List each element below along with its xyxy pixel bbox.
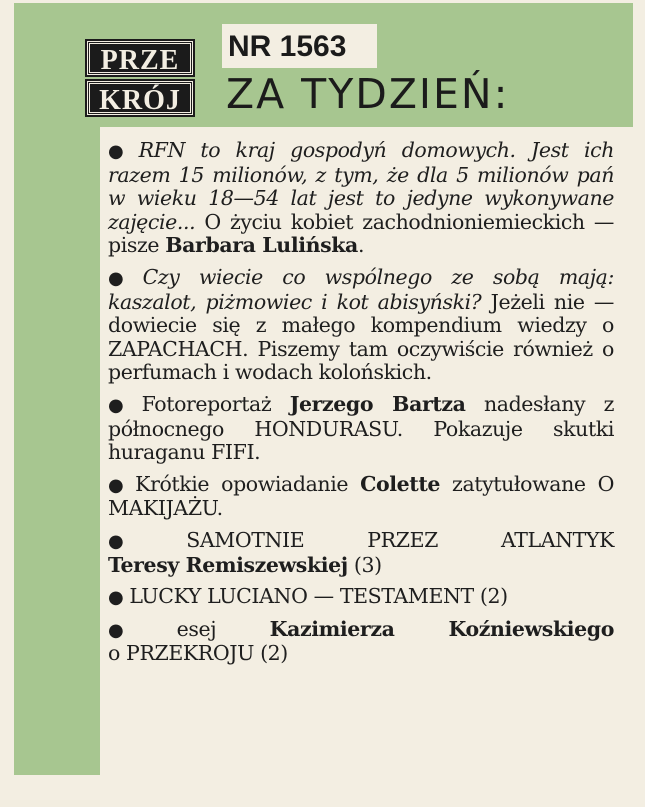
item-author: Barbara Lulińska — [165, 233, 358, 258]
item-line — [108, 618, 614, 643]
bullet-icon: ● — [108, 267, 137, 289]
item-text: O życiu kobiet zachodnioniemieckich — pisze — [108, 209, 614, 258]
przekroj-logo — [85, 38, 195, 122]
item-text: SAMOTNIE PRZEZ ATLANTYK — [186, 527, 614, 552]
item-text: Jeżeli nie — dowiecie się z małego kompendium wiedzy o ZAPACHACH. Piszemy tam oczywiście również o perfumach i wodach kolońskich. — [108, 289, 614, 385]
item-author: Jerzego Bartza — [289, 391, 466, 416]
page-title: ZA TYDZIEŃ: — [226, 70, 510, 118]
item-text: Krótkie opowiadanie — [135, 471, 361, 496]
article-list — [108, 139, 614, 674]
bullet-icon: ● — [108, 394, 136, 416]
list-item — [108, 618, 614, 666]
item-text: esej — [176, 616, 270, 641]
item-text-end: o PRZEKROJU (2) — [108, 641, 288, 666]
list-item — [108, 473, 614, 521]
list-item — [108, 266, 614, 385]
list-item — [108, 585, 614, 610]
item-lead: RFN to kraj gospodyń domowych. Jest ich razem 15 milionów, z tym, że dla 5 milionów pań w wieku 18—54 lat jest to jedyne wykonywane zajęcie... — [108, 138, 614, 234]
logo-line-2: KRÓJ — [87, 81, 193, 115]
item-author: Colette — [360, 471, 441, 496]
list-item — [108, 393, 614, 465]
item-text-end: . — [357, 233, 365, 258]
item-text-end: (3) — [347, 552, 382, 577]
item-text-end: zatytułowane O MAKIJAŻU. — [108, 471, 614, 521]
item-text: Fotoreportaż — [141, 391, 290, 416]
item-author: Teresy Remiszewskiej — [108, 552, 348, 577]
item-lead: Czy wiecie co wspólnego ze sobą mają: kaszalot, piżmowiec i kot abisyński? — [108, 264, 614, 314]
item-line — [108, 529, 614, 554]
item-author: Kazimierza Koźniewskiego — [269, 616, 614, 641]
list-item — [108, 139, 614, 258]
issue-number: NR 1563 — [222, 24, 377, 68]
bullet-icon: ● — [108, 474, 130, 496]
bullet-icon: ● — [108, 587, 124, 609]
bullet-icon: ● — [108, 530, 181, 552]
list-item — [108, 529, 614, 577]
logo-line-1: PRZE — [87, 41, 193, 75]
bullet-icon: ● — [108, 141, 133, 162]
bullet-icon: ● — [108, 619, 171, 641]
item-text: LUCKY LUCIANO — TESTAMENT (2) — [129, 584, 508, 609]
item-text-end: nadesłany z północnego HONDURASU. Pokazuje skutki huraganu FIFI. — [108, 391, 614, 465]
